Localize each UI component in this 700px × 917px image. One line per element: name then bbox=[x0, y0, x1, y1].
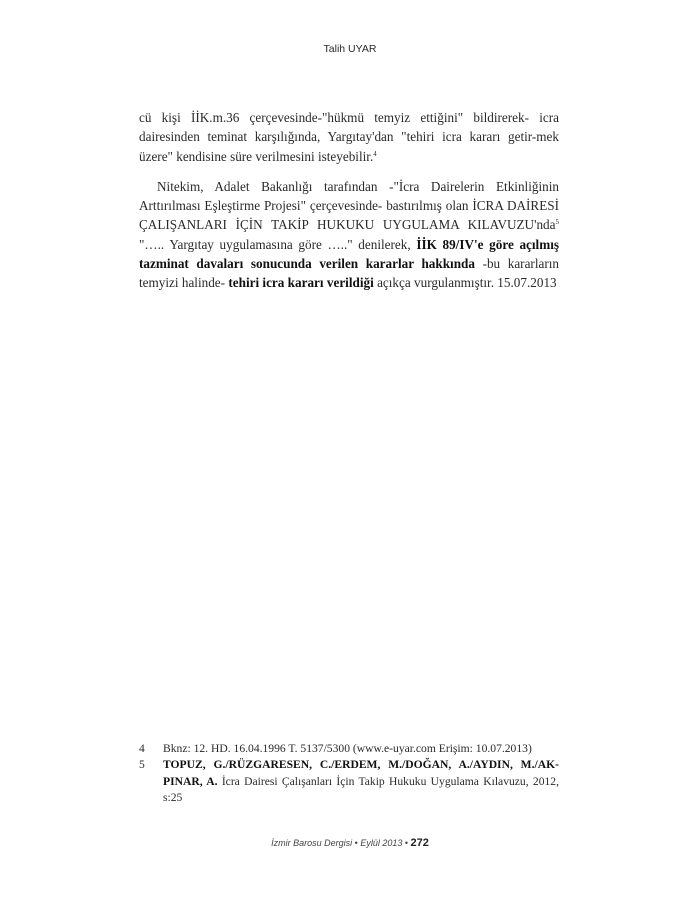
paragraph-2-part-4: açıkça vurgulanmıştır. 15.07.2013 bbox=[373, 275, 557, 291]
footnote-number: 5 bbox=[139, 758, 145, 772]
footer-separator: • bbox=[354, 838, 358, 848]
footnote-ref-4: 4 bbox=[373, 149, 377, 158]
footnote-ref-5: 5 bbox=[555, 218, 559, 227]
header-author: Talih UYAR bbox=[323, 43, 377, 55]
paragraph-2 bbox=[139, 177, 559, 293]
footer-issue: Eylül 2013 bbox=[360, 838, 403, 848]
paragraph-1-text: cü kişi İİK.m.36 çerçevesinde-"hükmü temyiz ettiğini" bildirerek- icra dairesinden teminat karşılığında, Yargıtay'dan "tehiri icra kararı getir-mek üzere" kendisine süre verilmesini isteyebilir. bbox=[139, 110, 559, 164]
footnote-text: Bknz: 12. HD. 16.04.1996 T. 5137/5300 (www.e-uyar.com Erişim: 10.07.2013) bbox=[163, 742, 532, 755]
paragraph-2-bold-1: İİK 89/IV'e göre açılmış tazminat davaları sonucunda verilen kararlar hakkında bbox=[139, 236, 559, 272]
footnote-5 bbox=[139, 757, 559, 806]
paragraph-2-part-3: -bu kararların temyizi halinde- bbox=[139, 256, 559, 291]
footnote-text: İcra Dairesi Çalışanları İçin Takip Hukuku Uygulama Kılavuzu, 2012, s:25 bbox=[163, 774, 560, 804]
page-footer bbox=[0, 837, 700, 849]
paragraph-1 bbox=[139, 108, 559, 166]
footnote-4 bbox=[139, 741, 559, 757]
page-number: 272 bbox=[410, 837, 429, 849]
footer-separator: • bbox=[404, 838, 409, 848]
footer-journal: İzmir Barosu Dergisi bbox=[271, 838, 353, 848]
footnote-authors: TOPUZ, G./RÜZGARESEN, C./ERDEM, M./DOĞAN, A./AYDIN, M./AK-PINAR, A. bbox=[163, 758, 559, 788]
paragraph-2-part-1: Nitekim, Adalet Bakanlığı tarafından -"İcra Dairelerin Etkinliğinin Arttırılması Eşleştirme Projesi" çerçevesinde- bastırılmış olan İCRA DAİRESİ ÇALIŞANLARI İÇİN TAKİP HUKUKU UYGULAMA KILAVUZU'nda bbox=[139, 178, 559, 233]
paragraph-2-part-2: "….. Yargıtay uygulamasına göre ….." denilerek, bbox=[139, 236, 417, 252]
paragraph-2-bold-2: tehiri icra kararı verildiği bbox=[228, 275, 374, 291]
footnote-number: 4 bbox=[139, 742, 145, 755]
footnotes bbox=[139, 741, 559, 806]
main-body bbox=[139, 108, 559, 293]
running-header bbox=[0, 43, 700, 55]
